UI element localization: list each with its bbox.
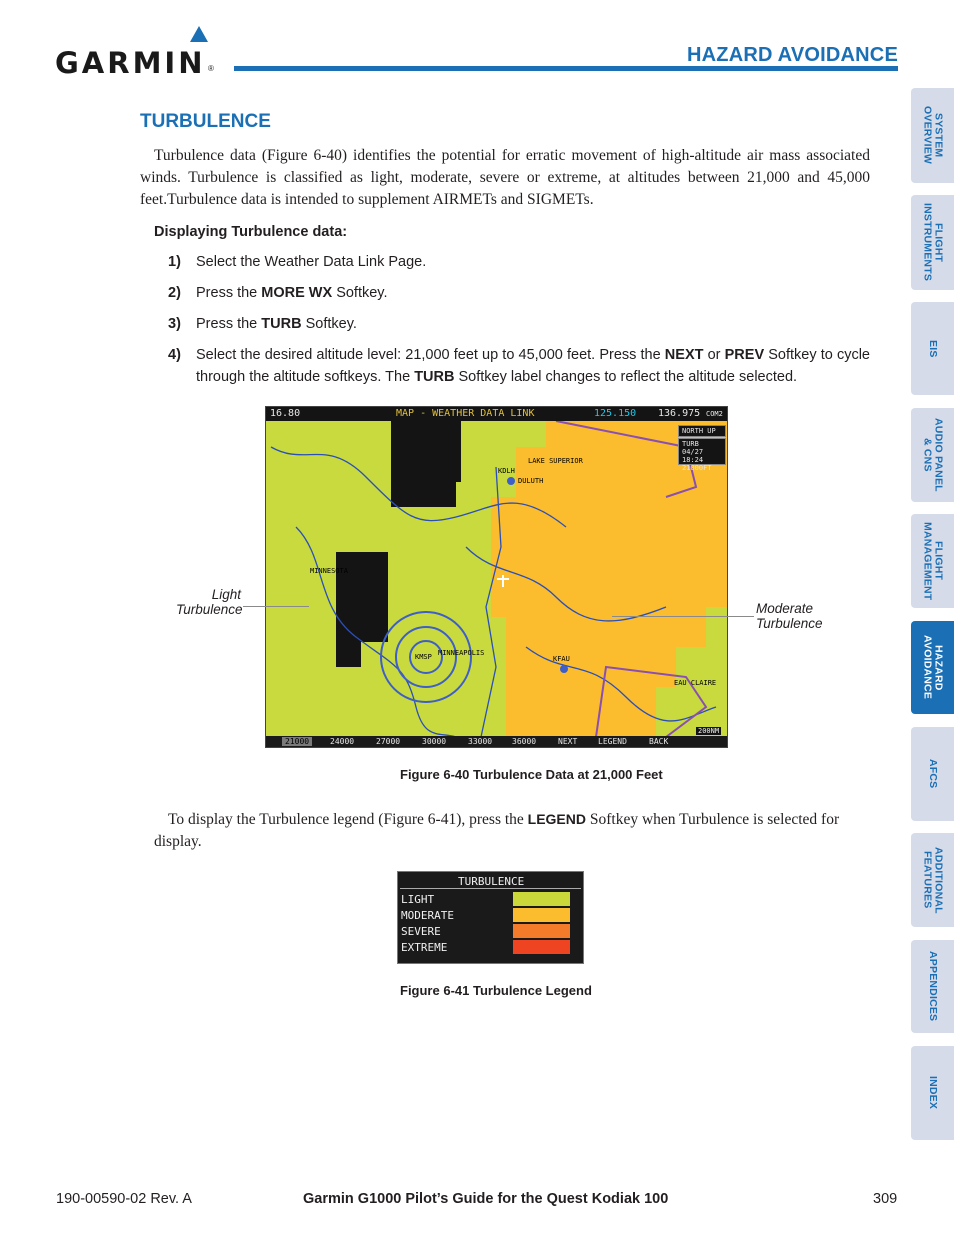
chapter-tab-system-overview[interactable] bbox=[911, 88, 954, 183]
legend-title: TURBULENCE bbox=[458, 875, 525, 888]
step-number: 1) bbox=[168, 254, 181, 270]
footer-doc-number: 190-00590-02 Rev. A bbox=[56, 1191, 192, 1207]
softkey-name: NEXT bbox=[664, 347, 704, 363]
callout-moderate-turbulence: Moderate Turbulence bbox=[756, 601, 823, 631]
map-orientation: NORTH UP bbox=[678, 425, 726, 437]
map-label: LAKE SUPERIOR bbox=[528, 457, 583, 465]
chapter-tab-label: APPENDICES bbox=[927, 951, 939, 1022]
step-number: 2) bbox=[168, 285, 181, 301]
chapter-tab-label: AFCS bbox=[927, 759, 939, 789]
map-label: DULUTH bbox=[518, 477, 544, 485]
map-label: KDLH bbox=[498, 467, 515, 475]
step-text: Press the MORE WX Softkey. bbox=[196, 285, 388, 301]
active-frequency: 125.150 bbox=[594, 408, 637, 419]
chapter-tab-afcs[interactable] bbox=[911, 727, 954, 821]
map-topbar-value: 16.80 bbox=[270, 408, 301, 419]
chapter-tab-appendices[interactable] bbox=[911, 940, 954, 1033]
legend-label: MODERATE bbox=[401, 909, 454, 922]
product-time: 04/27 18:24 bbox=[682, 448, 704, 464]
header-rule bbox=[234, 66, 898, 71]
callout-leader-line bbox=[243, 606, 309, 607]
map-label: KFAU bbox=[553, 655, 570, 663]
softkey-legend: LEGEND bbox=[598, 737, 627, 746]
step-number: 4) bbox=[168, 347, 181, 363]
procedure-heading: Displaying Turbulence data: bbox=[154, 224, 348, 240]
section-heading: TURBULENCE bbox=[140, 111, 271, 132]
map-label: KMSP bbox=[415, 653, 432, 661]
footer-page-number: 309 bbox=[873, 1191, 898, 1207]
map-label: EAU CLAIRE bbox=[674, 679, 717, 687]
softkey-next: NEXT bbox=[558, 737, 578, 746]
registered-mark: ® bbox=[208, 64, 214, 73]
softkey-36000: 36000 bbox=[512, 737, 537, 746]
garmin-wordmark: GARMIN bbox=[55, 46, 206, 80]
map-label: MINNEAPOLIS bbox=[438, 649, 485, 657]
step-text: Press the TURB Softkey. bbox=[196, 316, 357, 332]
callout-leader-line bbox=[612, 616, 754, 617]
chapter-tab-label: SYSTEM OVERVIEW bbox=[921, 106, 945, 165]
chapter-tab-label: AUDIO PANEL & CNS bbox=[921, 418, 945, 492]
legend-paragraph: To display the Turbulence legend (Figure 6-41), press the LEGEND Softkey when Turbulence is selected for display. bbox=[154, 811, 840, 850]
turbulence-map-figure bbox=[265, 406, 728, 748]
airport-symbol bbox=[560, 665, 568, 673]
no-data-region bbox=[391, 421, 461, 507]
step-number: 3) bbox=[168, 316, 181, 332]
footer-title: Garmin G1000 Pilot’s Guide for the Quest Kodiak 100 bbox=[303, 1191, 669, 1207]
map-graphic bbox=[266, 407, 728, 748]
softkey-bar bbox=[266, 736, 727, 747]
chapter-tab-flight-instruments[interactable] bbox=[911, 195, 954, 290]
garmin-triangle-icon bbox=[190, 26, 208, 42]
standby-frequency: 136.975 bbox=[658, 408, 701, 419]
step-text: Select the Weather Data Link Page. bbox=[196, 254, 427, 270]
chapter-tab-audio-panel-cns[interactable] bbox=[911, 408, 954, 502]
softkey-24000: 24000 bbox=[330, 737, 355, 746]
product-altitude: 21000FT bbox=[682, 464, 712, 472]
map-title-bar bbox=[266, 407, 727, 421]
chapter-tab-hazard-avoidance[interactable] bbox=[911, 621, 954, 714]
turbulence-legend-figure bbox=[397, 871, 584, 964]
legend-swatch-light bbox=[513, 892, 570, 906]
com-label: COM2 bbox=[706, 410, 723, 418]
product-name: TURB bbox=[682, 440, 699, 448]
chapter-tab-flight-management[interactable] bbox=[911, 514, 954, 608]
legend-label: LIGHT bbox=[401, 893, 435, 906]
procedure-step bbox=[168, 344, 870, 388]
legend-label: SEVERE bbox=[401, 925, 441, 938]
map-range: 200NM bbox=[698, 727, 720, 735]
chapter-tab-label: INDEX bbox=[927, 1076, 939, 1110]
chapter-tab-label: FLIGHT MANAGEMENT bbox=[921, 521, 945, 601]
section-title: HAZARD AVOIDANCE bbox=[687, 44, 898, 66]
chapter-tab-label: HAZARD AVOIDANCE bbox=[921, 635, 945, 700]
procedure-step bbox=[168, 313, 870, 335]
turbulence-product-inset bbox=[678, 438, 726, 472]
softkey-21000: 21000 bbox=[282, 737, 312, 746]
chapter-tab-label: ADDITIONAL FEATURES bbox=[921, 846, 945, 914]
softkey-name: TURB bbox=[414, 369, 455, 385]
legend-divider bbox=[400, 888, 581, 889]
chapter-tab-additional-features[interactable] bbox=[911, 833, 954, 927]
procedure-step bbox=[168, 282, 870, 304]
figure-caption: Figure 6-40 Turbulence Data at 21,000 Feet bbox=[400, 767, 663, 782]
airport-symbol bbox=[507, 477, 515, 485]
garmin-logo bbox=[55, 26, 220, 80]
callout-light-turbulence: Light Turbulence bbox=[176, 587, 243, 617]
figure-caption: Figure 6-41 Turbulence Legend bbox=[400, 983, 592, 998]
step-text: Select the desired altitude level: 21,000 feet up to 45,000 feet. Press the NEXT or PREV Softkey to cycle through the altitude softkeys. The TURB Softkey label changes to reflect the altitude selected. bbox=[196, 347, 870, 385]
softkey-30000: 30000 bbox=[422, 737, 447, 746]
softkey-back: BACK bbox=[649, 737, 669, 746]
softkey-name: TURB bbox=[261, 316, 302, 332]
chapter-tab-label: FLIGHT INSTRUMENTS bbox=[921, 203, 945, 282]
softkey-33000: 33000 bbox=[468, 737, 493, 746]
legend-swatch-severe bbox=[513, 924, 570, 938]
chapter-tab-label: EIS bbox=[927, 339, 939, 358]
legend-label: EXTREME bbox=[401, 941, 448, 954]
intro-paragraph: Turbulence data (Figure 6-40) identifies the potential for erratic movement of high-altitude air mass associated winds. Turbulence is classified as light, moderate, severe or extreme, at altitudes between 21,000 and 45,000 feet.Turbulence data is intended to supplement AIRMETs and SIGMETs. bbox=[140, 147, 870, 208]
chapter-tab-index[interactable] bbox=[911, 1046, 954, 1140]
softkey-name: MORE WX bbox=[261, 285, 333, 301]
softkey-name: LEGEND bbox=[527, 811, 586, 827]
softkey-name: PREV bbox=[724, 347, 765, 363]
legend-swatch-moderate bbox=[513, 908, 570, 922]
map-page-title: MAP - WEATHER DATA LINK bbox=[396, 408, 535, 419]
map-label: MINNESOTA bbox=[310, 567, 348, 575]
legend-swatch-extreme bbox=[513, 940, 570, 954]
softkey-27000: 27000 bbox=[376, 737, 401, 746]
chapter-tab-eis[interactable] bbox=[911, 302, 954, 395]
procedure-step bbox=[168, 251, 870, 273]
